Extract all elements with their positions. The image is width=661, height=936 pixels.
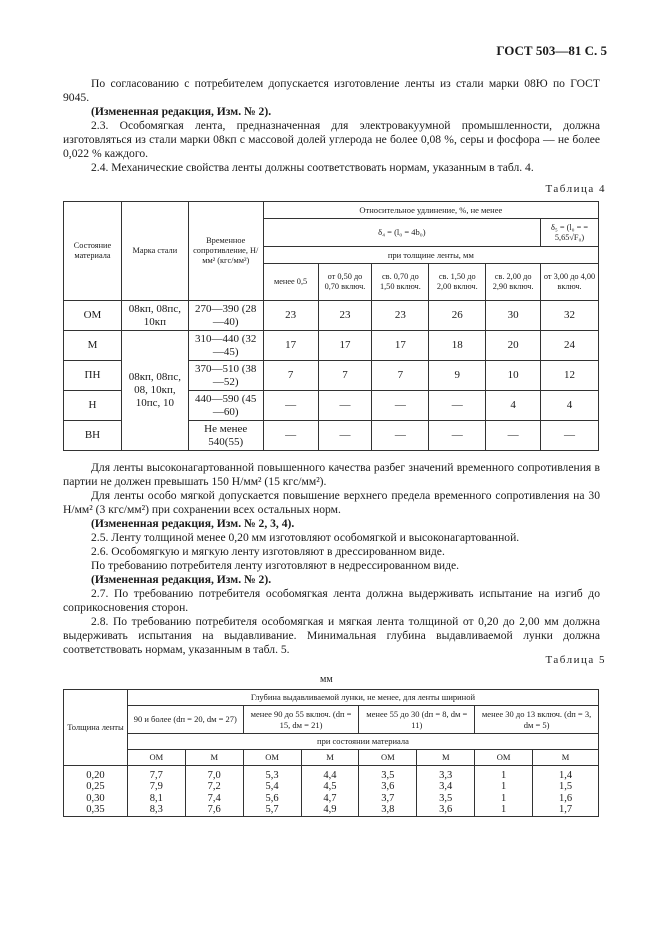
t5-row: [64, 766, 599, 782]
t5-thickness: 0,25: [64, 781, 128, 792]
t4-cell: 20: [486, 331, 541, 361]
t5-cell: 3,5: [359, 766, 417, 782]
t4-cell: 12: [541, 361, 599, 391]
paragraph-2-5: 2.5. Ленту толщиной менее 0,20 мм изготовляют особомягкой и высоконагартованной.: [91, 531, 520, 544]
t4-cell: —: [541, 421, 599, 451]
t4-grade-group: 08кп, 08пс, 08, 10кп, 10пс, 10: [121, 331, 188, 451]
table5-unit: мм: [320, 674, 333, 685]
t4-cell: 26: [429, 301, 486, 331]
t4-cell: 17: [318, 331, 372, 361]
t4-strength: Не менее 540(55): [188, 421, 263, 451]
paragraph-strength-spread: Для ленты высоконагартованной повышенного качества разбег значений временного сопротивления в партии не должен превышать 150 Н/мм² (15 кгс/мм²).: [63, 461, 600, 488]
t4-cell: 32: [541, 301, 599, 331]
t4-strength: 370—510 (38—52): [188, 361, 263, 391]
t5-cell: 8,1: [127, 793, 185, 804]
t5-cell: 4,5: [301, 781, 359, 792]
t4-header-d5: δ₅ = (l₀ = = 5,65√F₀): [541, 219, 599, 247]
t5-cell: 7,9: [127, 781, 185, 792]
t4-header-elongation: Относительное удлинение, %, не менее: [263, 202, 598, 219]
page-header: ГОСТ 503—81 С. 5: [496, 43, 607, 58]
t4-cell: —: [372, 421, 429, 451]
paragraph-08yu: По согласованию с потребителем допускается изготовление ленты из стали марки 08Ю по ГОСТ 9045.: [63, 77, 600, 104]
t5-header-thickness: Толщина ленты: [64, 690, 128, 766]
t5-state: ОМ: [359, 750, 417, 766]
t5-thickness: 0,20: [64, 766, 128, 782]
t4-header-thickness: при толщине ленты, мм: [263, 247, 598, 264]
t4-cell: 17: [372, 331, 429, 361]
t5-cell: 1,7: [533, 804, 599, 816]
t4-cell: 23: [263, 301, 318, 331]
t5-state: М: [417, 750, 475, 766]
t5-cell: 1: [475, 781, 533, 792]
t5-state: ОМ: [243, 750, 301, 766]
t5-cell: 3,6: [417, 804, 475, 816]
t5-cell: 7,4: [185, 793, 243, 804]
t4-state: ПН: [64, 361, 122, 391]
t5-cell: 3,7: [359, 793, 417, 804]
t4-header-strength: Временное сопротивление, Н/мм² (кгс/мм²): [188, 202, 263, 301]
t5-cell: 1,5: [533, 781, 599, 792]
t4-col: от 3,00 до 4,00 включ.: [541, 264, 599, 301]
t4-col: св. 1,50 до 2,00 включ.: [429, 264, 486, 301]
t4-cell: 23: [372, 301, 429, 331]
table4-caption: Таблица 4: [545, 183, 606, 195]
paragraph-2-6: 2.6. Особомягкую и мягкую ленту изготовляют в дрессированном виде.: [91, 545, 445, 558]
t4-state: Н: [64, 391, 122, 421]
t4-cell: 23: [318, 301, 372, 331]
t5-row: [64, 781, 599, 792]
paragraph-2-8: 2.8. По требованию потребителя особомягкая и мягкая лента толщиной от 0,20 до 2,00 мм должна выдерживать испытания на выдавливание. Минимальная глубина выдавливаемой лунки должна соответствовать нормам, указанным в табл. 5.: [63, 615, 600, 656]
t4-header-grade: Марка стали: [121, 202, 188, 301]
t4-state: ВН: [64, 421, 122, 451]
t5-thickness: 0,35: [64, 804, 128, 816]
t4-cell: 7: [263, 361, 318, 391]
t5-cell: 8,3: [127, 804, 185, 816]
t4-cell: 24: [541, 331, 599, 361]
t5-cell: 7,2: [185, 781, 243, 792]
paragraph-2-4: 2.4. Механические свойства ленты должны соответствовать нормам, указанным в табл. 4.: [91, 161, 534, 174]
t5-cell: 7,6: [185, 804, 243, 816]
t5-header-depth: Глубина выдавливаемой лунки, не менее, для ленты шириной: [127, 690, 598, 706]
t4-cell: —: [318, 421, 372, 451]
t4-col: от 0,50 до 0,70 включ.: [318, 264, 372, 301]
t4-strength: 310—440 (32—45): [188, 331, 263, 361]
t5-width: менее 90 до 55 включ. (dп = 15, dм = 21): [243, 706, 359, 734]
amendment-note: (Измененная редакция, Изм. № 2, 3, 4).: [91, 517, 295, 530]
paragraph-undressed: По требованию потребителя ленту изготовляют в недрессированном виде.: [91, 559, 460, 572]
t5-state: М: [185, 750, 243, 766]
t4-strength: 270—390 (28—40): [188, 301, 263, 331]
amendment-note: (Измененная редакция, Изм. № 2).: [91, 573, 272, 586]
t4-state: ОМ: [64, 301, 122, 331]
t5-cell: 4,7: [301, 793, 359, 804]
t5-width: менее 55 до 30 (dп = 8, dм = 11): [359, 706, 475, 734]
t5-state: М: [301, 750, 359, 766]
table-4: [63, 201, 599, 451]
t5-row: [64, 804, 599, 816]
t5-row: [64, 793, 599, 804]
t4-cell: 7: [318, 361, 372, 391]
t5-cell: 1: [475, 804, 533, 816]
t4-row: [64, 301, 599, 331]
t5-cell: 7,7: [127, 766, 185, 782]
t5-cell: 1: [475, 766, 533, 782]
t5-cell: 3,6: [359, 781, 417, 792]
t5-cell: 3,3: [417, 766, 475, 782]
paragraph-2-7: 2.7. По требованию потребителя особомягкая лента должна выдерживать испытание на изгиб до соприкосновения сторон.: [63, 587, 600, 614]
t4-cell: 4: [486, 391, 541, 421]
paragraph-2-3: 2.3. Особомягкая лента, предназначенная для электровакуумной промышленности, должна изготовляться из стали марки 08кп с массовой долей углерода не более 0,08 %, серы и фосфора — не более 0,022 % каждого.: [63, 119, 600, 160]
t5-cell: 1: [475, 793, 533, 804]
t4-cell: 9: [429, 361, 486, 391]
t5-state: ОМ: [127, 750, 185, 766]
t4-cell: —: [372, 391, 429, 421]
t4-cell: —: [263, 391, 318, 421]
t4-cell: —: [318, 391, 372, 421]
table-5: [63, 689, 599, 817]
t5-cell: 7,0: [185, 766, 243, 782]
t4-cell: 10: [486, 361, 541, 391]
t4-cell: —: [486, 421, 541, 451]
t5-cell: 3,8: [359, 804, 417, 816]
t5-cell: 3,5: [417, 793, 475, 804]
t5-thickness: 0,30: [64, 793, 128, 804]
t4-cell: —: [429, 421, 486, 451]
t4-col: св. 2,00 до 2,90 включ.: [486, 264, 541, 301]
t4-strength: 440—590 (45—60): [188, 391, 263, 421]
t4-cell: 17: [263, 331, 318, 361]
t5-width: 90 и более (dп = 20, dм = 27): [127, 706, 243, 734]
t5-cell: 1,6: [533, 793, 599, 804]
t5-cell: 5,6: [243, 793, 301, 804]
t5-cell: 1,4: [533, 766, 599, 782]
t5-state: М: [533, 750, 599, 766]
t4-cell: —: [263, 421, 318, 451]
t4-header-d4: δ₄ = (l₀ = 4b₀): [263, 219, 540, 247]
t5-cell: 3,4: [417, 781, 475, 792]
t4-state: М: [64, 331, 122, 361]
paragraph-soft-strip: Для ленты особо мягкой допускается повышение верхнего предела временного сопротивления на 30 Н/мм² (3 кгс/мм²) при сохранении всех остальных норм.: [63, 489, 600, 516]
t4-cell: 7: [372, 361, 429, 391]
t4-cell: 18: [429, 331, 486, 361]
t4-cell: —: [429, 391, 486, 421]
t4-col: св. 0,70 до 1,50 включ.: [372, 264, 429, 301]
t4-row: [64, 331, 599, 361]
t4-cell: 4: [541, 391, 599, 421]
t5-cell: 5,4: [243, 781, 301, 792]
t5-header-state: при состоянии материала: [127, 734, 598, 750]
t5-cell: 4,9: [301, 804, 359, 816]
t5-cell: 5,7: [243, 804, 301, 816]
t5-cell: 4,4: [301, 766, 359, 782]
t5-width: менее 30 до 13 включ. (dп = 3, dм = 5): [475, 706, 599, 734]
t4-col: менее 0,5: [263, 264, 318, 301]
table5-caption: Таблица 5: [545, 654, 606, 666]
t4-grade: 08кп, 08пс, 10кп: [121, 301, 188, 331]
t5-cell: 5,3: [243, 766, 301, 782]
t5-state: ОМ: [475, 750, 533, 766]
amendment-note: (Измененная редакция, Изм. № 2).: [91, 105, 272, 118]
t4-cell: 30: [486, 301, 541, 331]
t4-header-state: Состояние материала: [64, 202, 122, 301]
